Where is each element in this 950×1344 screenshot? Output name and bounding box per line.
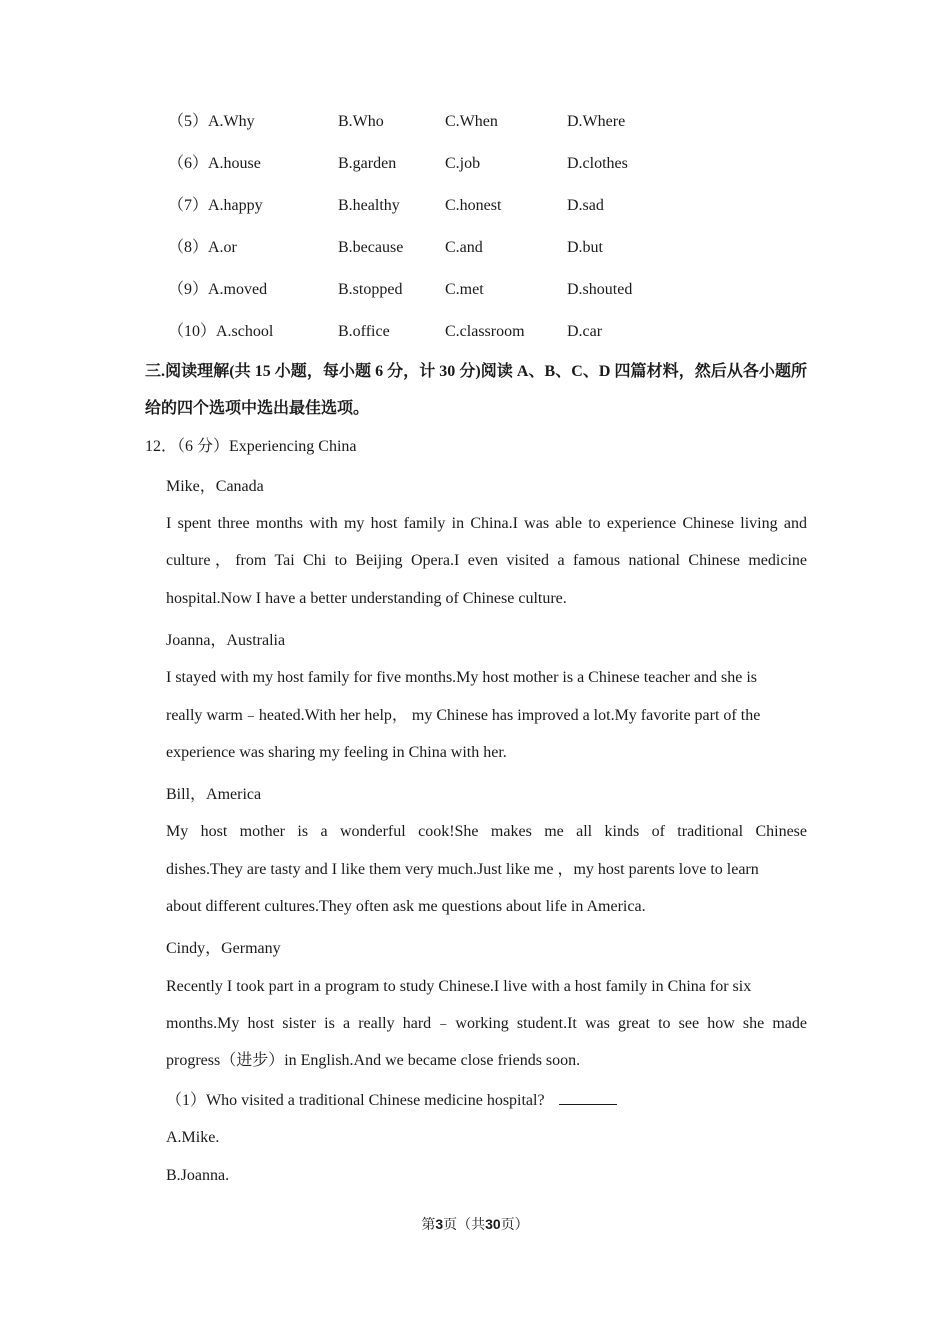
paragraph-line: experience was sharing my feeling in China with her.	[166, 744, 507, 761]
current-page-number: 3	[435, 1216, 444, 1232]
paragraph-line: dishes.They are tasty and I like them very much.Just like me ，my host parents love to learn	[166, 861, 759, 878]
option-b: B.garden	[338, 155, 397, 172]
option-a: （10）A.school	[168, 323, 274, 340]
option-c: C.When	[445, 113, 498, 130]
footer-suffix: 页）	[500, 1218, 529, 1233]
question-title: 12．（6 分）Experiencing China	[145, 438, 357, 455]
option-b: B.office	[338, 323, 390, 340]
paragraph-line: Recently I took part in a program to study Chinese.I live with a host family in China for six	[166, 978, 752, 995]
total-pages-number: 30	[485, 1216, 501, 1232]
option-b: B.healthy	[338, 197, 400, 214]
option-c: C.met	[445, 281, 484, 298]
option-d: D.car	[567, 323, 603, 340]
student-name-bill: Bill，America	[166, 786, 262, 803]
paragraph-line: progress（进步）in English.And we became close friends soon.	[166, 1052, 581, 1069]
option-a: （9）A.moved	[168, 281, 268, 298]
answer-blank	[559, 1090, 617, 1105]
option-d: D.Where	[567, 113, 626, 130]
option-c: C.classroom	[445, 323, 525, 340]
section-heading: 三.阅读理解(共 15 小题，每小题 6 分，计 30 分)阅读 A、B、C、D 四篇材料，然后从各小题所给的四个选项中选出最佳选项。	[145, 363, 807, 417]
option-d: D.sad	[567, 197, 604, 214]
sub-question-1	[166, 1090, 807, 1112]
option-d: D.but	[567, 239, 603, 256]
paragraph-line: I stayed with my host family for five months.My host mother is a Chinese teacher and she is	[166, 669, 757, 686]
paragraph-line: culture，from Tai Chi to Beijing Opera.I even visited a famous national Chinese medicine	[166, 552, 807, 569]
footer-middle: 页（共	[443, 1218, 486, 1233]
paragraph-line: really warm﹣heated.With her help， my Chinese has improved a lot.My favorite part of the	[166, 707, 761, 724]
option-b: B.stopped	[338, 281, 403, 298]
option-d: D.shouted	[567, 281, 633, 298]
footer-prefix: 第	[421, 1218, 436, 1233]
sub-question-text: （1）Who visited a traditional Chinese medicine hospital?	[166, 1092, 545, 1109]
student-name-joanna: Joanna，Australia	[166, 632, 286, 649]
option-d: D.clothes	[567, 155, 628, 172]
option-a: （5）A.Why	[168, 113, 255, 130]
paragraph-line: hospital.Now I have a better understanding of Chinese culture.	[166, 590, 567, 607]
option-c: C.honest	[445, 197, 502, 214]
option-b: B.because	[338, 239, 404, 256]
option-c: C.job	[445, 155, 481, 172]
option-a: （8）A.or	[168, 239, 237, 256]
option-a: （6）A.house	[168, 155, 261, 172]
paragraph-line: about different cultures.They often ask me questions about life in America.	[166, 898, 646, 915]
page-footer	[0, 1214, 950, 1236]
student-name-cindy: Cindy，Germany	[166, 940, 281, 957]
option-a: （7）A.happy	[168, 197, 263, 214]
paragraph-line: My host mother is a wonderful cook!She makes me all kinds of traditional Chinese	[166, 823, 807, 840]
option-b: B.Who	[338, 113, 384, 130]
paragraph-line: months.My host sister is a really hard﹣working student.It was great to see how she made	[166, 1015, 807, 1032]
student-name-mike: Mike，Canada	[166, 478, 264, 495]
option-c: C.and	[445, 239, 483, 256]
answer-option-a: A.Mike.	[166, 1129, 220, 1146]
paragraph-line: I spent three months with my host family in China.I was able to experience Chinese living and	[166, 515, 807, 532]
answer-option-b: B.Joanna.	[166, 1167, 230, 1184]
